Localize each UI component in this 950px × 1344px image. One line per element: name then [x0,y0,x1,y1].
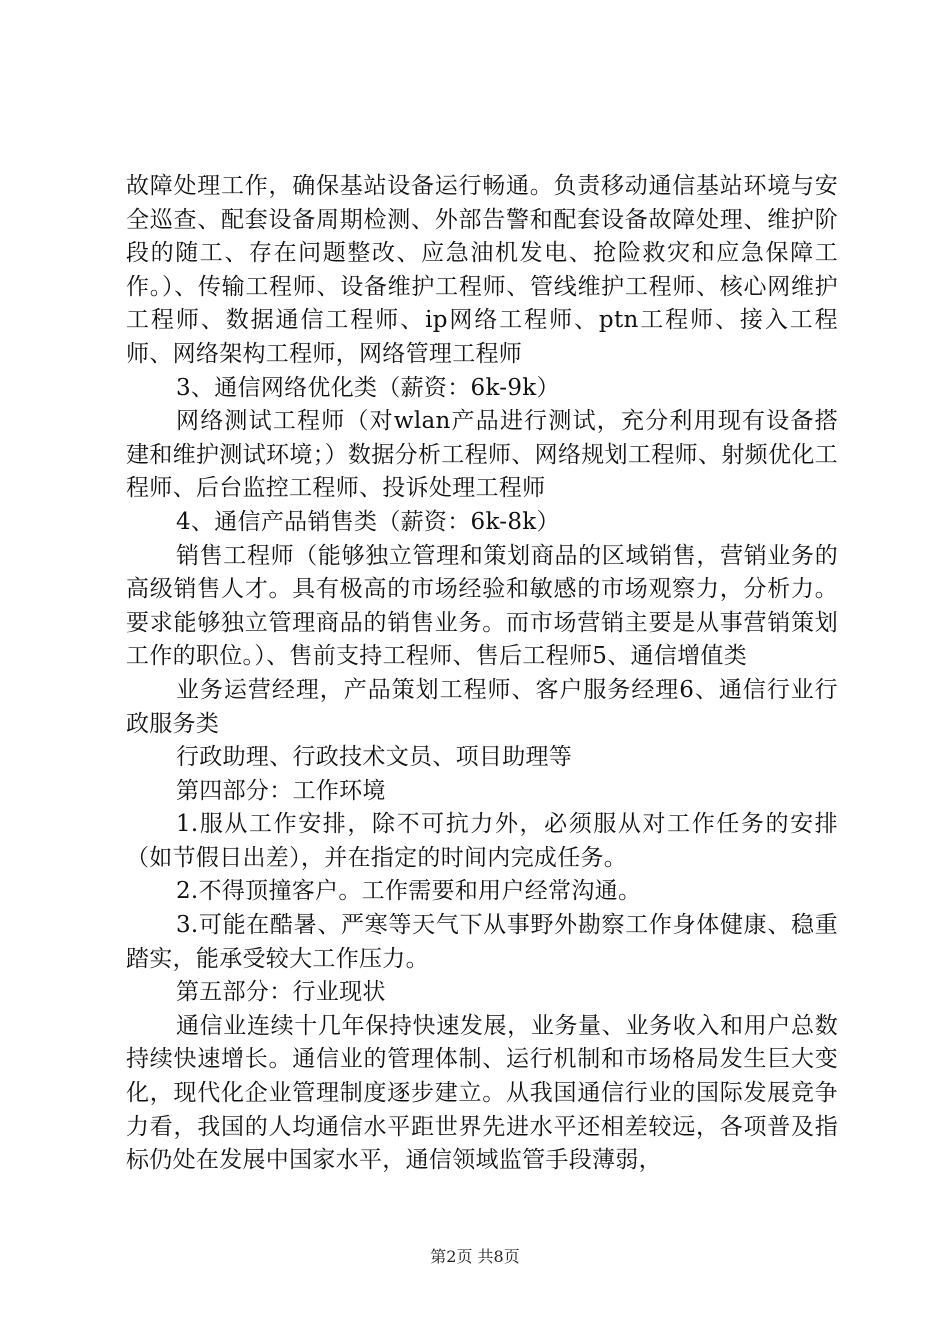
heading-part-four: 第四部分：工作环境 [176,777,386,804]
paragraph-value-added: 业务运营经理，产品策划工程师、客户服务经理6、通信行业行政服务类 [126,676,838,737]
paragraph-work-env-2: 2.不得顶撞客户。工作需要和用户经常沟通。 [176,878,642,905]
document-body [126,170,838,1178]
heading-product-sales: 4、通信产品销售类（薪资：6k-8k） [176,508,560,535]
heading-part-five: 第五部分：行业现状 [176,979,386,1006]
paragraph-work-env-1: 1.服从工作安排，除不可抗力外，必须服从对工作任务的安排（如节假日出差），并在指定的时间内完成任务。 [126,811,838,871]
paragraph-continued: 故障处理工作，确保基站设备运行畅通。负责移动通信基站环境与安全巡查、配套设备周期检测、外部告警和配套设备故障处理、维护阶段的随工、存在问题整改、应急油机发电、抢险救灾和应急保障工作。）、传输工程师、设备维护工程师、管线维护工程师、核心网维护工程师、数据通信工程师、ip网络工程师、ptn工程师、接入工程师、网络架构工程师，网络管理工程师 [126,173,838,367]
paragraph-work-env-3: 3.可能在酷暑、严寒等天气下从事野外勘察工作身体健康、稳重踏实，能承受较大工作压力。 [126,912,838,972]
page-footer: 第2页 共8页 [430,1247,520,1266]
heading-network-optimization: 3、通信网络优化类（薪资：6k-9k） [176,374,560,401]
paragraph-product-sales: 销售工程师（能够独立管理和策划商品的区域销售，营销业务的高级销售人才。具有极高的市场经验和敏感的市场观察力，分析力。要求能够独立管理商品的销售业务。而市场营销主要是从事营销策划工作的职位。）、售前支持工程师、售后工程师5、通信增值类 [126,542,838,670]
paragraph-industry-status: 通信业连续十几年保持快速发展，业务量、业务收入和用户总数持续快速增长。通信业的管理体制、运行机制和市场格局发生巨大变化，现代化企业管理制度逐步建立。从我国通信行业的国际发展竞争力看，我国的人均通信水平距世界先进水平还相差较远，各项普及指标仍处在发展中国家水平，通信领域监管手段薄弱， [126,1012,838,1174]
paragraph-network-optimization: 网络测试工程师（对wlan产品进行测试，充分利用现有设备搭建和维护测试环境；）数据分析工程师、网络规划工程师、射频优化工程师、后台监控工程师、投诉处理工程师 [126,408,838,502]
paragraph-admin-services: 行政助理、行政技术文员、项目助理等 [176,744,573,771]
